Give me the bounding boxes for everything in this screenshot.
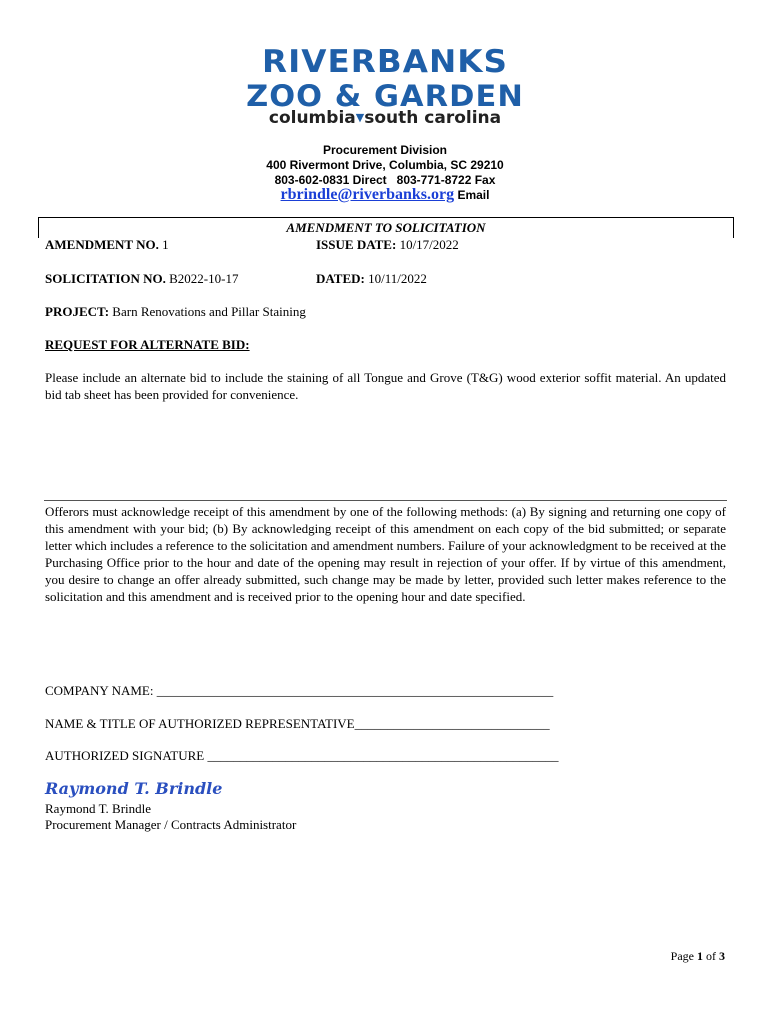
dated bbox=[316, 271, 427, 287]
project bbox=[45, 304, 306, 320]
section-divider bbox=[44, 500, 727, 501]
page-current: 1 bbox=[697, 949, 703, 963]
logo-line-location bbox=[0, 108, 770, 128]
dated-label: DATED: bbox=[316, 271, 365, 286]
issue-date bbox=[316, 237, 459, 253]
logo-line-riverbanks: RIVERBANKS bbox=[261, 44, 509, 80]
page-prefix: Page bbox=[670, 949, 694, 963]
solicitation-no bbox=[45, 271, 238, 287]
phone-line: 803-602-0831 Direct 803-771-8722 Fax bbox=[274, 173, 496, 187]
amendment-title-box bbox=[38, 217, 734, 238]
solicitation-no-value: B2022-10-17 bbox=[169, 271, 239, 286]
request-body: Please include an alternate bid to include the staining of all Tongue and Grove (T&G) wood exterior soffit material. An updated bid tab sheet has been provided for convenience. bbox=[45, 370, 726, 402]
signer-name: Raymond T. Brindle bbox=[45, 801, 152, 816]
amendment-no bbox=[45, 237, 169, 253]
issue-date-label: ISSUE DATE: bbox=[316, 237, 397, 252]
heart-state-icon: ▼ bbox=[355, 111, 365, 124]
email-label: Email bbox=[457, 188, 490, 202]
logo-line-zoo-garden: ZOO & GARDEN bbox=[246, 79, 524, 113]
acknowledge-body: Offerors must acknowledge receipt of this amendment by one of the following methods: (a) By signing and returning one copy of this amendment with your bid; (b) By acknowledging receipt of this amendment on each copy of the bid submitted; or separate letter which includes a reference to the solicitation and amendment numbers. Failure of your acknowledgment to be received at the Purchasing Office prior to the hour and date of the opening may result in rejection of your offer. If by virtue of this amendment, you desire to change an offer already submitted, such change may be made by letter, provided such letter makes reference to the solicitation and this amendment and is received prior to the opening hour and date specified. bbox=[45, 504, 726, 604]
address-line: 400 Rivermont Drive, Columbia, SC 29210 bbox=[266, 158, 504, 172]
signer-title: Procurement Manager / Contracts Administrator bbox=[45, 817, 297, 832]
handwritten-signature: Raymond T. Brindle bbox=[45, 779, 223, 798]
name-title-field: NAME & TITLE OF AUTHORIZED REPRESENTATIVE______________________________ bbox=[45, 716, 550, 731]
amendment-no-value: 1 bbox=[162, 237, 169, 252]
procurement-division: Procurement Division bbox=[322, 143, 448, 157]
email-link[interactable]: rbrindle@riverbanks.org bbox=[280, 186, 455, 203]
project-label: PROJECT: bbox=[45, 304, 110, 319]
dated-value: 10/11/2022 bbox=[368, 271, 427, 286]
logo-city: columbia bbox=[268, 108, 356, 128]
page-number bbox=[671, 949, 725, 964]
company-name-field: COMPANY NAME: _____________________________________________________________ bbox=[45, 683, 554, 698]
logo-state: south carolina bbox=[364, 108, 502, 128]
page-total: 3 bbox=[719, 949, 725, 963]
amendment-no-label: AMENDMENT NO. bbox=[45, 237, 159, 252]
request-heading-text: REQUEST FOR ALTERNATE BID: bbox=[45, 337, 250, 352]
issue-date-value: 10/17/2022 bbox=[399, 237, 459, 252]
request-heading bbox=[45, 337, 250, 353]
amendment-title: AMENDMENT TO SOLICITATION bbox=[286, 220, 486, 235]
authorized-signature-field: AUTHORIZED SIGNATURE ______________________________________________________ bbox=[45, 748, 559, 763]
email-line bbox=[0, 186, 770, 204]
project-value: Barn Renovations and Pillar Staining bbox=[112, 304, 306, 319]
solicitation-no-label: SOLICITATION NO. bbox=[45, 271, 166, 286]
page-of: of bbox=[706, 949, 716, 963]
